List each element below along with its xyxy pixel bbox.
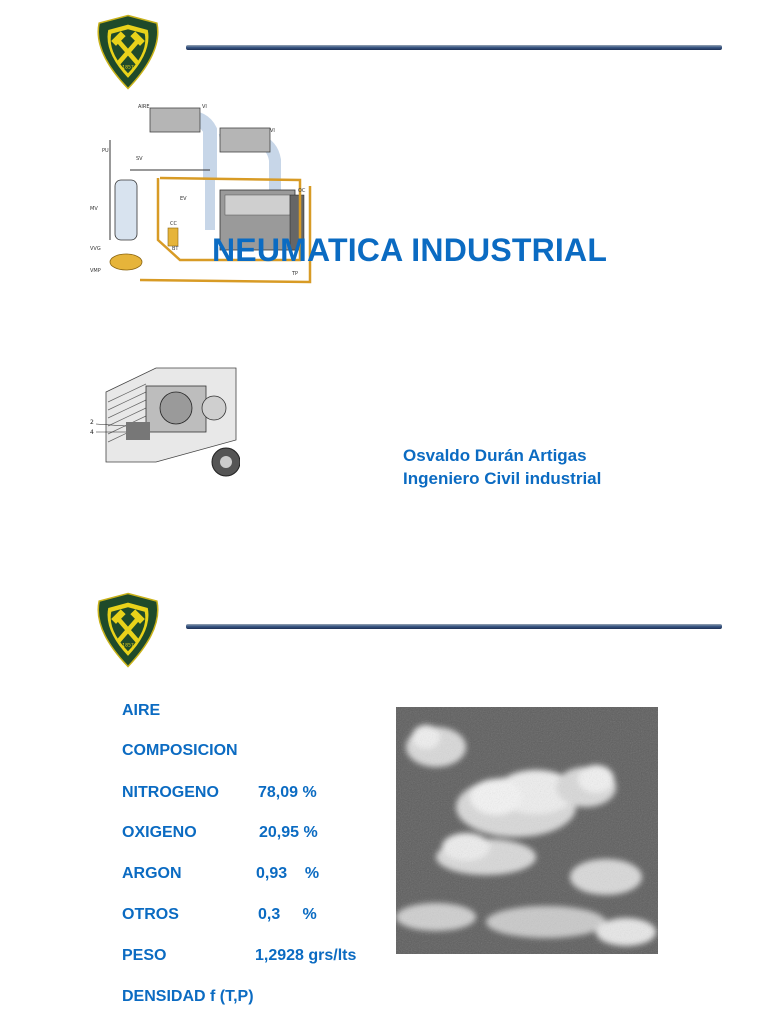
author-name: Osvaldo Durán Artigas bbox=[403, 446, 587, 465]
university-logo bbox=[90, 592, 166, 668]
presentation-title: NEUMATICA INDUSTRIAL bbox=[212, 232, 608, 268]
header-bar bbox=[186, 45, 722, 50]
svg-text:4: 4 bbox=[90, 429, 94, 436]
author-role: Ingeniero Civil industrial bbox=[403, 469, 602, 488]
row-peso: PESO 1,2928 grs/lts bbox=[122, 947, 357, 964]
svg-text:1857: 1857 bbox=[122, 643, 134, 649]
svg-text:BT: BT bbox=[172, 246, 179, 252]
row-otros: OTROS 0,3 % bbox=[122, 906, 317, 923]
svg-text:2: 2 bbox=[90, 419, 94, 426]
svg-text:TP: TP bbox=[292, 271, 299, 277]
university-logo bbox=[90, 14, 166, 90]
row-composicion: COMPOSICION bbox=[122, 742, 238, 759]
svg-text:AIRE: AIRE bbox=[138, 104, 150, 110]
compressor-illustration bbox=[86, 362, 240, 486]
svg-text:CC: CC bbox=[170, 221, 177, 227]
row-oxigeno: OXIGENO 20,95 % bbox=[122, 824, 318, 841]
svg-text:MV: MV bbox=[90, 206, 98, 212]
slide-air-composition bbox=[0, 580, 768, 1024]
svg-text:PU: PU bbox=[102, 148, 109, 154]
row-argon: ARGON 0,93 % bbox=[122, 865, 320, 882]
svg-text:VVG: VVG bbox=[90, 246, 101, 252]
row-aire: AIRE bbox=[122, 702, 161, 719]
row-nitrogeno: NITROGENO 78,09 % bbox=[122, 784, 317, 801]
svg-text:EV: EV bbox=[180, 196, 187, 202]
svg-text:SV: SV bbox=[136, 156, 143, 162]
row-densidad: DENSIDAD f (T,P) bbox=[122, 988, 254, 1005]
svg-text:OC: OC bbox=[298, 188, 306, 194]
header-bar bbox=[186, 624, 722, 629]
engine-system-diagram bbox=[60, 100, 328, 300]
clouds-photo bbox=[396, 707, 658, 954]
svg-text:VI: VI bbox=[202, 104, 207, 110]
author-block bbox=[403, 444, 601, 490]
svg-text:VI: VI bbox=[270, 128, 275, 134]
svg-text:1857: 1857 bbox=[122, 65, 134, 71]
svg-text:VMP: VMP bbox=[90, 268, 101, 274]
